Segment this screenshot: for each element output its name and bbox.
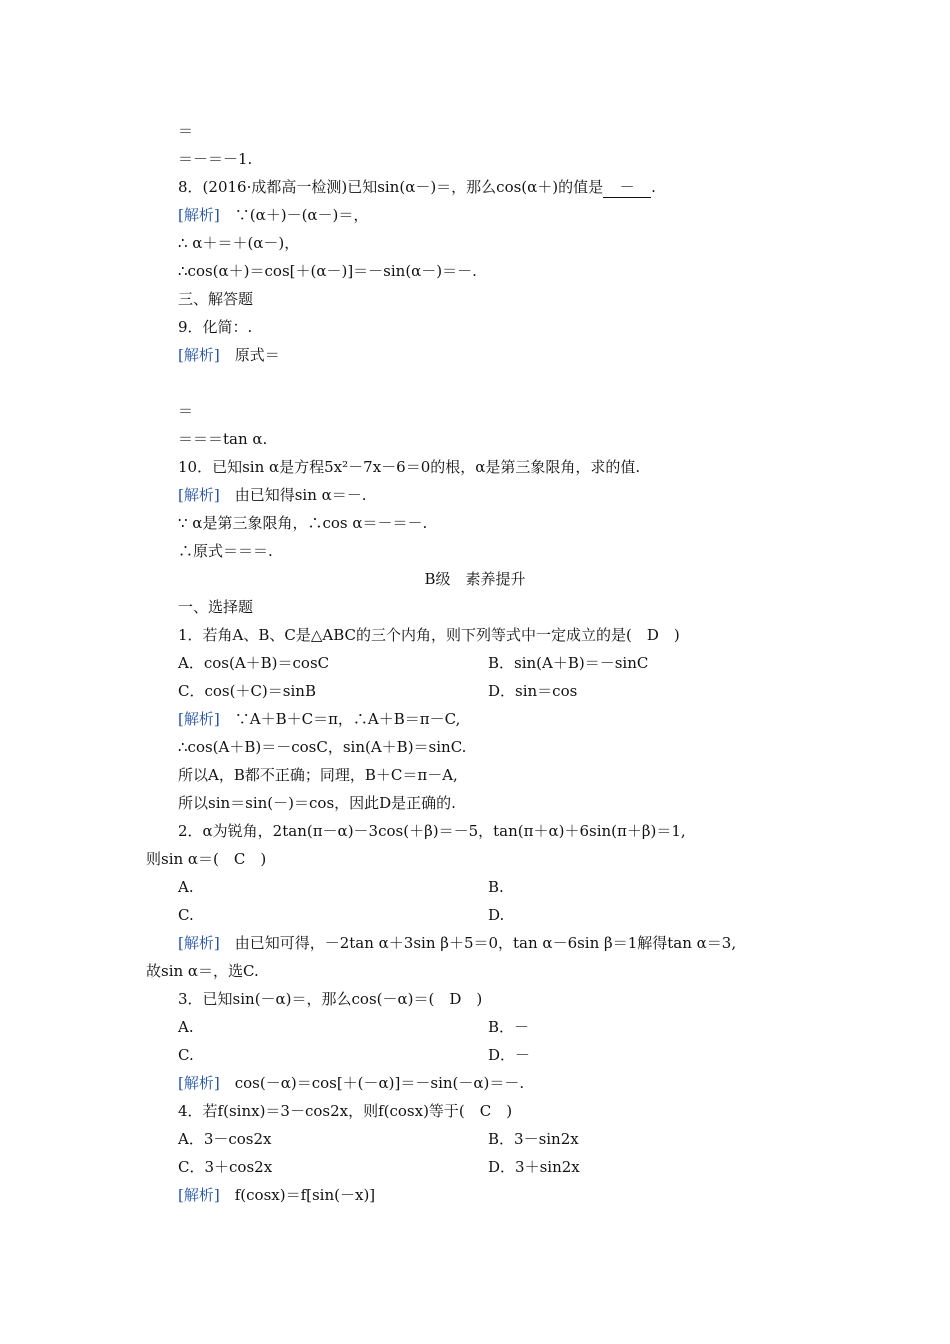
option-d: D. bbox=[488, 906, 505, 924]
analysis-tag: [解析] bbox=[178, 346, 220, 364]
analysis-2-2: 故sin α＝，选C. bbox=[146, 962, 259, 980]
option-c: C．3＋cos2x bbox=[178, 1158, 273, 1176]
option-a: A. bbox=[178, 1018, 194, 1036]
question-2-cont: 则sin α＝( C ) bbox=[146, 850, 267, 868]
question-10: 10．已知sin α是方程5x²－7x－6＝0的根，α是第三象限角，求的值. bbox=[178, 458, 641, 476]
equation-line: ＝－＝－1. bbox=[178, 150, 253, 168]
analysis-8-2: ∴ α＋＝＋(α－)， bbox=[178, 234, 300, 252]
option-d: D．－ bbox=[488, 1046, 531, 1064]
answer-blank: － bbox=[603, 177, 651, 198]
question-1: 1．若角A、B、C是△ABC的三个内角，则下列等式中一定成立的是( D ) bbox=[178, 626, 680, 644]
option-a: A．cos(A＋B)＝cosC bbox=[178, 654, 330, 672]
option-b: B. bbox=[488, 878, 504, 896]
analysis-tag: [解析] bbox=[178, 1186, 220, 1204]
option-b: B．sin(A＋B)＝－sinC bbox=[488, 654, 649, 672]
question-3: 3．已知sin(－α)＝，那么cos(－α)＝( D ) bbox=[178, 990, 483, 1008]
option-c: C．cos(＋C)＝sinB bbox=[178, 682, 316, 700]
analysis-tag: [解析] bbox=[178, 1074, 220, 1092]
level-heading: B级 素养提升 bbox=[424, 570, 526, 588]
analysis-9-3: ＝＝＝tan α. bbox=[178, 430, 268, 448]
analysis-10-1 bbox=[178, 485, 367, 505]
equation-line: ＝ bbox=[178, 122, 194, 140]
analysis-1-4: 所以sin＝sin(－)＝cos，因此D是正确的. bbox=[178, 794, 456, 812]
analysis-3-1 bbox=[178, 1073, 524, 1093]
analysis-8-3: ∴cos(α＋)＝cos[＋(α－)]＝－sin(α－)＝－. bbox=[178, 262, 477, 280]
analysis-tag: [解析] bbox=[178, 934, 220, 952]
question-4: 4．若f(sinx)＝3－cos2x，则f(cosx)等于( C ) bbox=[178, 1102, 513, 1120]
analysis-10-2: ∵ α是第三象限角，∴cos α＝－＝－. bbox=[178, 514, 428, 532]
analysis-text: 由已知得sin α＝－. bbox=[234, 486, 367, 504]
analysis-text: 原式＝ bbox=[234, 346, 280, 364]
option-a: A. bbox=[178, 878, 194, 896]
analysis-10-3: ∴原式＝＝＝. bbox=[178, 542, 273, 560]
analysis-tag: [解析] bbox=[178, 206, 220, 224]
question-8-end: . bbox=[651, 178, 656, 196]
analysis-1-3: 所以A，B都不正确；同理，B＋C＝π－A, bbox=[178, 766, 458, 784]
analysis-9-1 bbox=[178, 345, 280, 365]
option-d: D．3＋sin2x bbox=[488, 1158, 580, 1176]
analysis-tag: [解析] bbox=[178, 486, 220, 504]
analysis-text: cos(－α)＝cos[＋(－α)]＝－sin(－α)＝－. bbox=[234, 1074, 525, 1092]
analysis-2-1 bbox=[178, 933, 736, 953]
option-c: C. bbox=[178, 1046, 194, 1064]
option-c: C. bbox=[178, 906, 194, 924]
analysis-text: ∵A＋B＋C＝π，∴A＋B＝π－C, bbox=[234, 710, 461, 728]
question-9: 9．化简：. bbox=[178, 318, 253, 336]
option-d: D．sin＝cos bbox=[488, 682, 578, 700]
question-8-text: 8．(2016·成都高一检测)已知sin(α－)＝，那么cos(α＋)的值是 bbox=[178, 178, 604, 196]
analysis-8-1 bbox=[178, 205, 368, 225]
analysis-4-1 bbox=[178, 1185, 375, 1205]
analysis-text: f(cosx)＝f[sin(－x)] bbox=[234, 1186, 376, 1204]
analysis-9-2: ＝ bbox=[178, 402, 194, 420]
analysis-text: 由已知可得，－2tan α＋3sin β＋5＝0，tan α－6sin β＝1解得tan α＝3, bbox=[234, 934, 737, 952]
option-a: A．3－cos2x bbox=[178, 1130, 272, 1148]
option-b: B．3－sin2x bbox=[488, 1130, 579, 1148]
analysis-1-1 bbox=[178, 709, 460, 729]
question-2: 2．α为锐角，2tan(π－α)－3cos(＋β)＝－5，tan(π＋α)＋6sin(π＋β)＝1, bbox=[178, 822, 686, 840]
section-heading: 三、解答题 bbox=[178, 290, 254, 308]
section-heading: 一、选择题 bbox=[178, 598, 254, 616]
question-8 bbox=[178, 177, 656, 198]
analysis-1-2: ∴cos(A＋B)＝－cosC，sin(A＋B)＝sinC. bbox=[178, 738, 467, 756]
analysis-tag: [解析] bbox=[178, 710, 220, 728]
analysis-text: ∵(α＋)－(α－)＝， bbox=[234, 206, 369, 224]
option-b: B．－ bbox=[488, 1018, 530, 1036]
